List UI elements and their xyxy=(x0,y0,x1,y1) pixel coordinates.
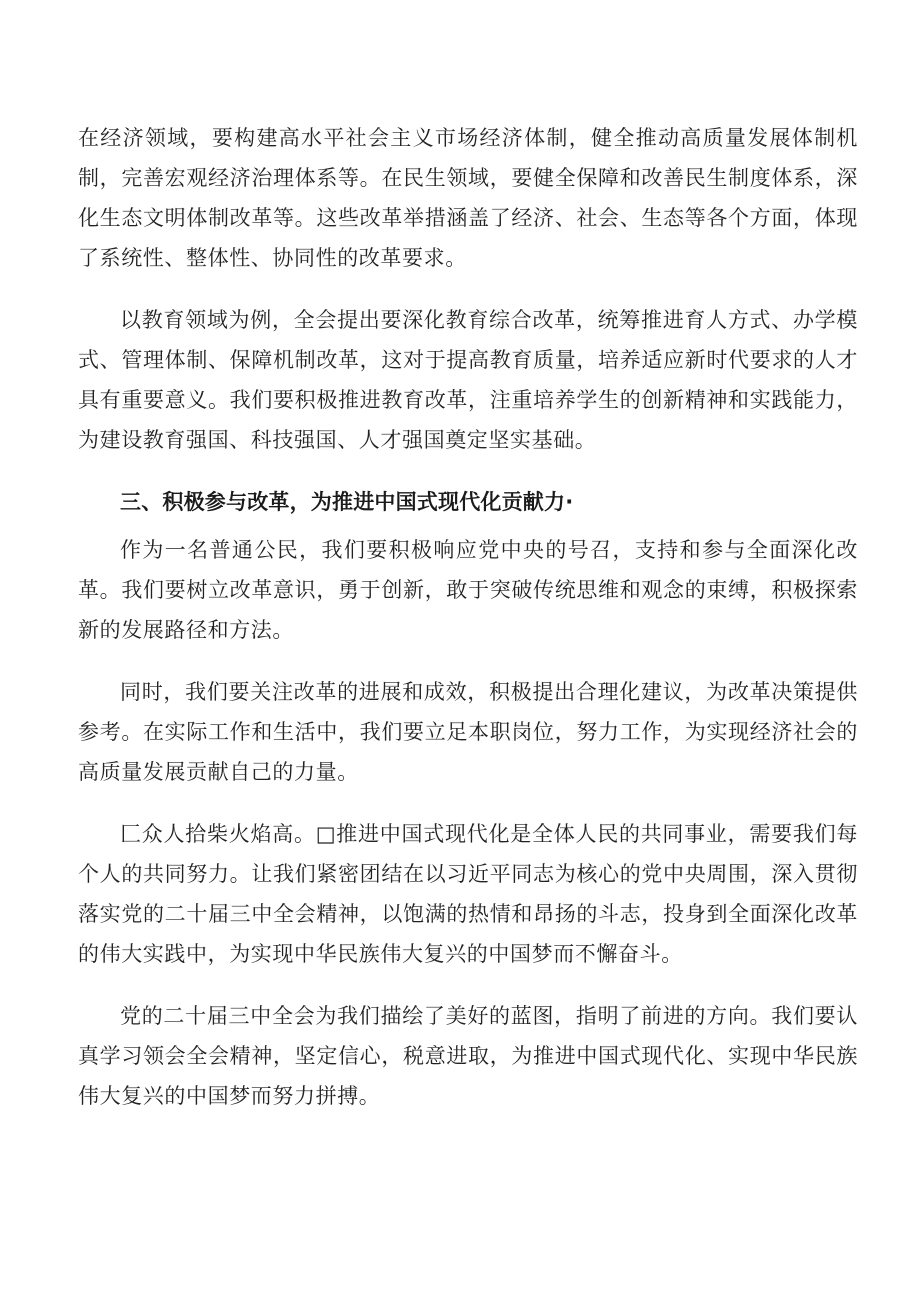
paragraph-follow-progress: 同时，我们要关注改革的进展和成效，积极提出合理化建议，为改革决策提供参考。在实际工作和生活中，我们要立足本职岗位，努力工作，为实现经济社会的高质量发展贡献自己的力量。 xyxy=(78,680,858,784)
paragraph-education: 以教育领域为例，全会提出要深化教育综合改革，统筹推进育人方式、办学模式、管理体制、保障机制改革，这对于提高教育质量，培养适应新时代要求的人才具有重要意义。我们要积极推进教育改革，注重培养学生的创新精神和实践能力，为建设教育强国、科技强国、人才强国奠定坚实基础。 xyxy=(78,308,858,452)
section-heading: 三、积极参与改革，为推进中国式现代化贡献力· xyxy=(120,490,574,514)
paragraph-citizen-participation: 作为一名普通公民，我们要积极响应党中央的号召，支持和参与全面深化改革。我们要树立改革意识，勇于创新，敢于突破传统思维和观念的束缚，积极探索新的发展路径和方法。 xyxy=(78,538,858,642)
paragraph-conclusion: 党的二十届三中全会为我们描绘了美好的蓝图，指明了前进的方向。我们要认真学习领会全会精神，坚定信心，税意进取，为推进中国式现代化、实现中华民族伟大复兴的中国梦而努力拼搏。 xyxy=(78,1004,858,1108)
paragraph-economy-livelihood: 在经济领域，要构建高水平社会主义市场经济体制，健全推动高质量发展体制机制，完善宏观经济治理体系等。在民生领域，要健全保障和改善民生制度体系，深化生态文明体制改革等。这些改革举措涵盖了经济、社会、生态等各个方面，体现了系统性、整体性、协同性的改革要求。 xyxy=(78,126,858,270)
document-page xyxy=(78,118,858,1116)
paragraph-collective-effort: 匚众人拾柴火焰高。□推进中国式现代化是全体人民的共同事业，需要我们每个人的共同努力。让我们紧密团结在以习近平同志为核心的党中央周围，深入贯彻落实党的二十届三中全会精神，以饱满的热情和昂扬的斗志，投身到全面深化改革的伟大实践中，为实现中华民族伟大复兴的中国梦而不懈奋斗。 xyxy=(78,822,858,966)
